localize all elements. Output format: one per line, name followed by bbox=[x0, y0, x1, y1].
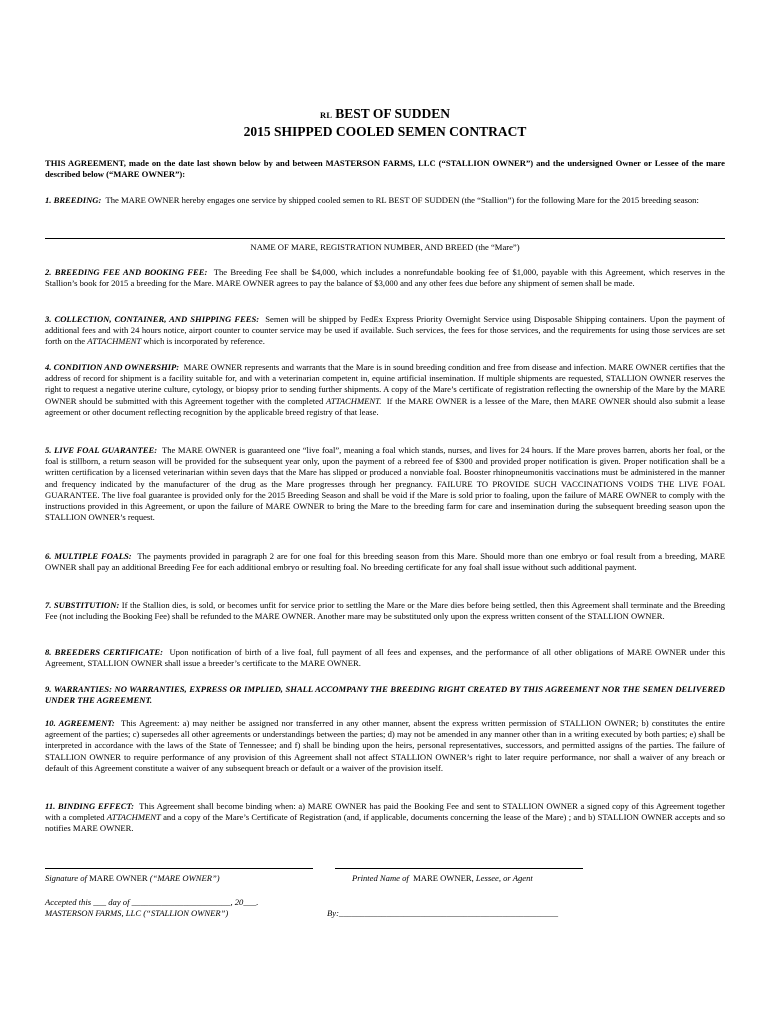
signature-prefix: Signature of bbox=[45, 873, 87, 883]
title-prefix: RL bbox=[319, 110, 333, 120]
printed-name-label bbox=[352, 873, 533, 884]
section-substitution bbox=[45, 600, 725, 622]
section-heading: 7. SUBSTITUTION: bbox=[45, 600, 120, 610]
section-breeders-certificate bbox=[45, 647, 725, 669]
accepted-line[interactable] bbox=[45, 897, 258, 908]
section-multiple-foals bbox=[45, 551, 725, 573]
section-text-cont: If the MARE OWNER is a lessee of the Mare, then MARE OWNER should also submit a lease agreement or other document reflecting recognition by the applicable breed registry of that lease. bbox=[45, 395, 725, 417]
mare-name-line[interactable] bbox=[45, 238, 725, 239]
printed-prefix: Printed Name of bbox=[352, 873, 409, 883]
section-text: The MARE OWNER is guaranteed one “live foal”, meaning a foal which stands, nurses, and lives for 24 hours. If the Mare proves barren, aborts her foal, or the foal is stillborn, a return season will be provided for the subsequent year only, upon the payment of a rebreed fee of $300 and provided proper notification is given. Proper notification shall be a written certification by a licensed veterinarian within seven days that the Mare has slipped or produced a nonviable foal. Booster rhinopneumonitis vaccinations must be administered in the manner and frequency indicated by the manufacturer of the drug as the Mare progresses through her pregnancy. FAILURE TO PROVIDE SUCH VACCINATIONS VOIDS THE LIVE FOAL GUARANTEE. The live foal guarantee is provided only for the 2015 Breeding Season and shall be void if the Mare is sold prior to foaling, upon the failure of MARE OWNER to comply with the instructions provided in this Agreement, or upon the failure of MARE OWNER to bring the Mare to the breeding farm for care and insemination during the subsequent breeding season upon the STALLION OWNER’s request. bbox=[45, 445, 725, 523]
section-heading: 11. BINDING EFFECT: bbox=[45, 801, 134, 811]
section-text: The payments provided in paragraph 2 are for one foal for this breeding season from this Mare. Should more than one embryo or foal result from a breeding, MARE OWNER shall pay an additional Breeding Fee for each additional embryo or resulting foal. No breeding certificate for any foal shall issue without such additional payment. bbox=[45, 551, 725, 573]
section-text: Semen will be shipped by FedEx Express Priority Overnight Service using Disposable Shipping containers. Upon the payment of additional fees and with 24 hours notice, airport counter to counter service may be used if available. Such services, the fees for those services, and the requirements for using those services are set forth on the bbox=[45, 314, 725, 347]
section-agreement bbox=[45, 718, 725, 774]
section-shipping-fees bbox=[45, 314, 725, 348]
accepted-text: Accepted this ___ day of _______________________, 20___. bbox=[45, 897, 259, 907]
printed-name-line[interactable] bbox=[335, 868, 583, 869]
section-condition-ownership bbox=[45, 362, 725, 418]
signature-line[interactable] bbox=[45, 868, 313, 869]
section-heading: 3. COLLECTION, CONTAINER, AND SHIPPING FEES: bbox=[45, 314, 260, 324]
mare-name-caption: NAME OF MARE, REGISTRATION NUMBER, AND BREED (the “Mare”) bbox=[250, 242, 520, 252]
title-stallion-name: BEST OF SUDDEN bbox=[335, 106, 450, 121]
section-text: The Breeding Fee shall be $4,000, which includes a nonrefundable booking fee of $1,000, payable with this Agreement, which reserves in the Stallion’s book for 2015 a breeding for the Mare. MARE OWNER agrees to pay the balance of $3,000 and any other fees due before any shipment of semen shall be made. bbox=[45, 267, 725, 289]
section-text-cont: and a copy of the Mare’s Certificate of Registration (and, if applicable, documents concerning the lease of the Mare) ; and b) STALLION OWNER accepts and so notifies MARE OWNER. bbox=[45, 812, 725, 834]
stallion-owner-label bbox=[45, 908, 228, 919]
printed-suffix: Lessee, or Agent bbox=[475, 873, 533, 883]
section-heading: 2. BREEDING FEE AND BOOKING FEE: bbox=[45, 267, 208, 277]
section-text-cont: which is incorporated by reference. bbox=[143, 336, 265, 347]
section-heading: 4. CONDITION AND OWNERSHIP: bbox=[45, 362, 180, 372]
section-heading: 1. BREEDING: bbox=[45, 195, 102, 205]
section-text: This Agreement shall become binding when: a) MARE OWNER has paid the Booking Fee and sent to STALLION OWNER a signed copy of this Agreement together with a completed bbox=[45, 801, 725, 823]
document-title-line1 bbox=[0, 106, 770, 123]
farm-name: MASTERSON FARMS, LLC (“STALLION OWNER”) bbox=[45, 908, 229, 918]
intro-paragraph: THIS AGREEMENT, made on the date last shown below by and between MASTERSON FARMS, LLC (“STALLION OWNER”) and the undersigned Owner or Lessee of the mare described below (“MARE OWNER”): bbox=[45, 158, 725, 180]
section-text: Upon notification of birth of a live foal, full payment of all fees and expenses, and the performance of all other obligations of MARE OWNER under this Agreement, STALLION OWNER shall issue a breeder’s certificate to the MARE OWNER. bbox=[45, 647, 725, 669]
section-text: The MARE OWNER hereby engages one service by shipped cooled semen to RL BEST OF SUDDEN (the “Stallion”) for the following Mare for the 2015 breeding season: bbox=[105, 195, 699, 205]
section-live-foal-guarantee bbox=[45, 445, 725, 523]
section-heading: 5. LIVE FOAL GUARANTEE: bbox=[45, 445, 158, 455]
printed-owner: MARE OWNER, bbox=[413, 873, 474, 883]
section-heading: 10. AGREEMENT: bbox=[45, 718, 115, 728]
by-signature-line[interactable] bbox=[327, 908, 558, 919]
section-text: MARE OWNER represents and warrants that the Mare is in sound breeding condition and free from disease and infection. MARE OWNER certifies that the address of record for shipment is a facility suitable for, and with a veterinarian competent in, equine artificial insemination. If multiple shipments are requested, STALLION OWNER reserves the right to request a negative uterine culture, cytology, or biopsy prior to sending further shipments. A copy of the Mare’s certificate of registration reflecting the ownership of the Mare by the MARE OWNER should be submitted with this Agreement together with the completed bbox=[45, 362, 725, 406]
section-text: This Agreement: a) may neither be assigned nor transferred in any other manner, absent the express written permission of STALLION OWNER; b) constitutes the entire agreement of the parties; c) supersedes all other agreements or understandings between the parties; d) may not be amended in any manner other than in a writing executed by both parties; e) shall be interpreted in accordance with the laws of the State of Tennessee; and f) shall be binding upon the heirs, personal representatives, successors, and permitted assigns of the parties. The failure of STALLION OWNER to require performance of any provision of this Agreement shall not affect STALLION OWNER’s right to later require performance, nor shall a waiver of any breach or default of this Agreement constitute a waiver of any subsequent breach or default or a waiver of the provision itself. bbox=[45, 718, 725, 773]
signature-owner: MARE OWNER bbox=[89, 873, 148, 883]
document-title-line2: 2015 SHIPPED COOLED SEMEN CONTRACT bbox=[243, 124, 527, 139]
signature-label bbox=[45, 873, 220, 884]
attachment-ref: ATTACHMENT. bbox=[325, 395, 382, 406]
section-heading: 6. MULTIPLE FOALS: bbox=[45, 551, 132, 561]
section-breeding-fee bbox=[45, 267, 725, 289]
section-heading: 8. BREEDERS CERTIFICATE: bbox=[45, 647, 163, 657]
section-text: If the Stallion dies, is sold, or becomes unfit for service prior to settling the Mare or the Mare dies before being settled, then this Agreement shall terminate and the Breeding Fee (not including the Booking Fee) shall be refunded to the MARE OWNER. Another mare may be substituted only upon the express written consent of the STALLION OWNER. bbox=[45, 600, 726, 622]
attachment-ref: ATTACHMENT bbox=[106, 812, 161, 823]
section-breeding bbox=[45, 195, 725, 206]
attachment-ref: ATTACHMENT bbox=[87, 336, 142, 347]
signature-suffix: (“MARE OWNER”) bbox=[149, 873, 220, 883]
section-binding-effect bbox=[45, 801, 725, 835]
by-label: By:___________________________________________________ bbox=[327, 908, 559, 918]
section-warranties: 9. WARRANTIES: NO WARRANTIES, EXPRESS OR IMPLIED, SHALL ACCOMPANY THE BREEDING RIGHT CREATED BY THIS AGREEMENT NOR THE SEMEN DELIVERED UNDER THE AGREEMENT. bbox=[45, 684, 725, 706]
